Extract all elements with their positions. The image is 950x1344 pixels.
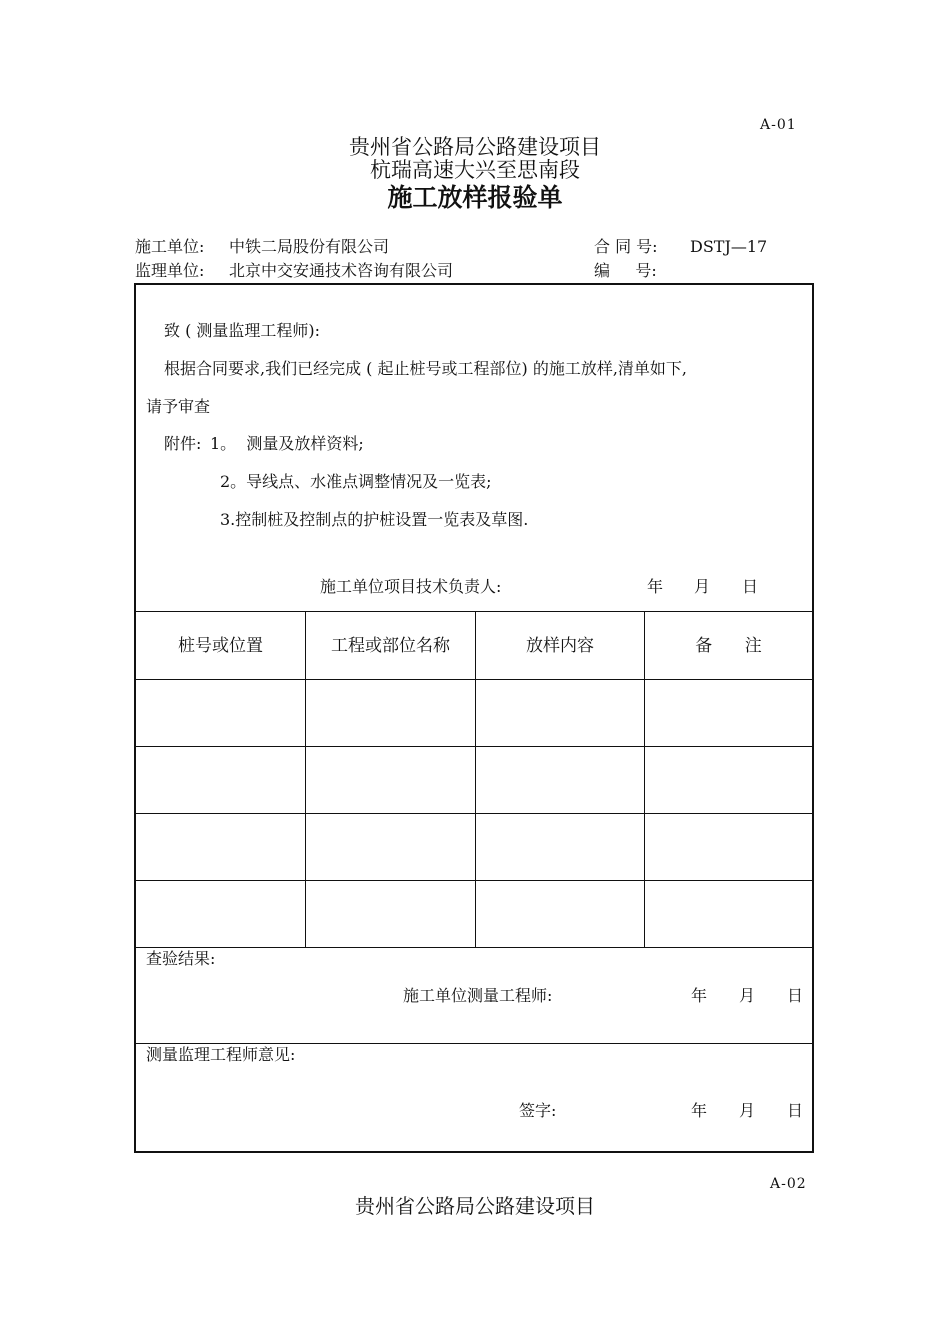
form-frame — [134, 283, 814, 1153]
table-rule — [136, 880, 812, 881]
inspection-label: 查验结果: — [146, 949, 216, 968]
surveyor-signer-label: 施工单位测量工程师: — [403, 986, 553, 1005]
signer-label: 施工单位项目技术负责人: — [320, 577, 502, 596]
attachment-item: 3.控制桩及控制点的护桩设置一览表及草图. — [220, 510, 529, 529]
attachment-item: 2。导线点、水准点调整情况及一览表; — [220, 472, 492, 491]
contract-no-value: DSTJ—17 — [690, 237, 768, 256]
table-header-remarks: 备 注 — [695, 636, 762, 656]
opinion-label: 测量监理工程师意见: — [146, 1045, 296, 1064]
table-rule — [136, 947, 812, 948]
date-day: 日 — [787, 986, 804, 1005]
serial-label: 编 号: — [594, 261, 657, 280]
section-rule — [136, 1043, 812, 1044]
form-title: 施工放样报验单 — [387, 183, 563, 212]
date-month: 月 — [694, 577, 711, 596]
contractor-label: 施工单位: — [135, 237, 205, 256]
request-paragraph: 根据合同要求,我们已经完成 ( 起止桩号或工程部位) 的施工放样,清单如下, — [164, 359, 688, 378]
date-year: 年 — [691, 1101, 708, 1120]
supervisor-value: 北京中交安通技术咨询有限公司 — [229, 261, 454, 280]
date-day: 日 — [787, 1101, 804, 1120]
date-month: 月 — [739, 986, 756, 1005]
section-name: 杭瑞高速大兴至思南段 — [370, 158, 580, 182]
supervisor-label: 监理单位: — [135, 261, 205, 280]
table-header-stakeout-content: 放样内容 — [526, 636, 594, 656]
next-page-project-name: 贵州省公路局公路建设项目 — [355, 1194, 595, 1218]
date-year: 年 — [691, 986, 708, 1005]
form-code-bottom: A-02 — [770, 1176, 807, 1192]
table-rule — [136, 746, 812, 747]
contract-no-label: 合 同 号: — [594, 237, 658, 256]
attachment-item: 1。 测量及放样资料; — [210, 434, 364, 453]
date-month: 月 — [739, 1101, 756, 1120]
sign-label: 签字: — [519, 1101, 557, 1120]
addressee: 致 ( 测量监理工程师): — [164, 321, 321, 340]
date-year: 年 — [647, 577, 664, 596]
form-code-top: A-01 — [760, 117, 797, 133]
table-header-station: 桩号或位置 — [178, 636, 263, 656]
contractor-value: 中铁二局股份有限公司 — [229, 237, 390, 256]
attachments-label: 附件: — [164, 434, 202, 453]
table-header-work-part: 工程或部位名称 — [331, 636, 450, 656]
request-paragraph-end: 请予审查 — [146, 397, 211, 416]
table-rule — [136, 813, 812, 814]
project-name: 贵州省公路局公路建设项目 — [349, 135, 601, 159]
date-day: 日 — [742, 577, 759, 596]
